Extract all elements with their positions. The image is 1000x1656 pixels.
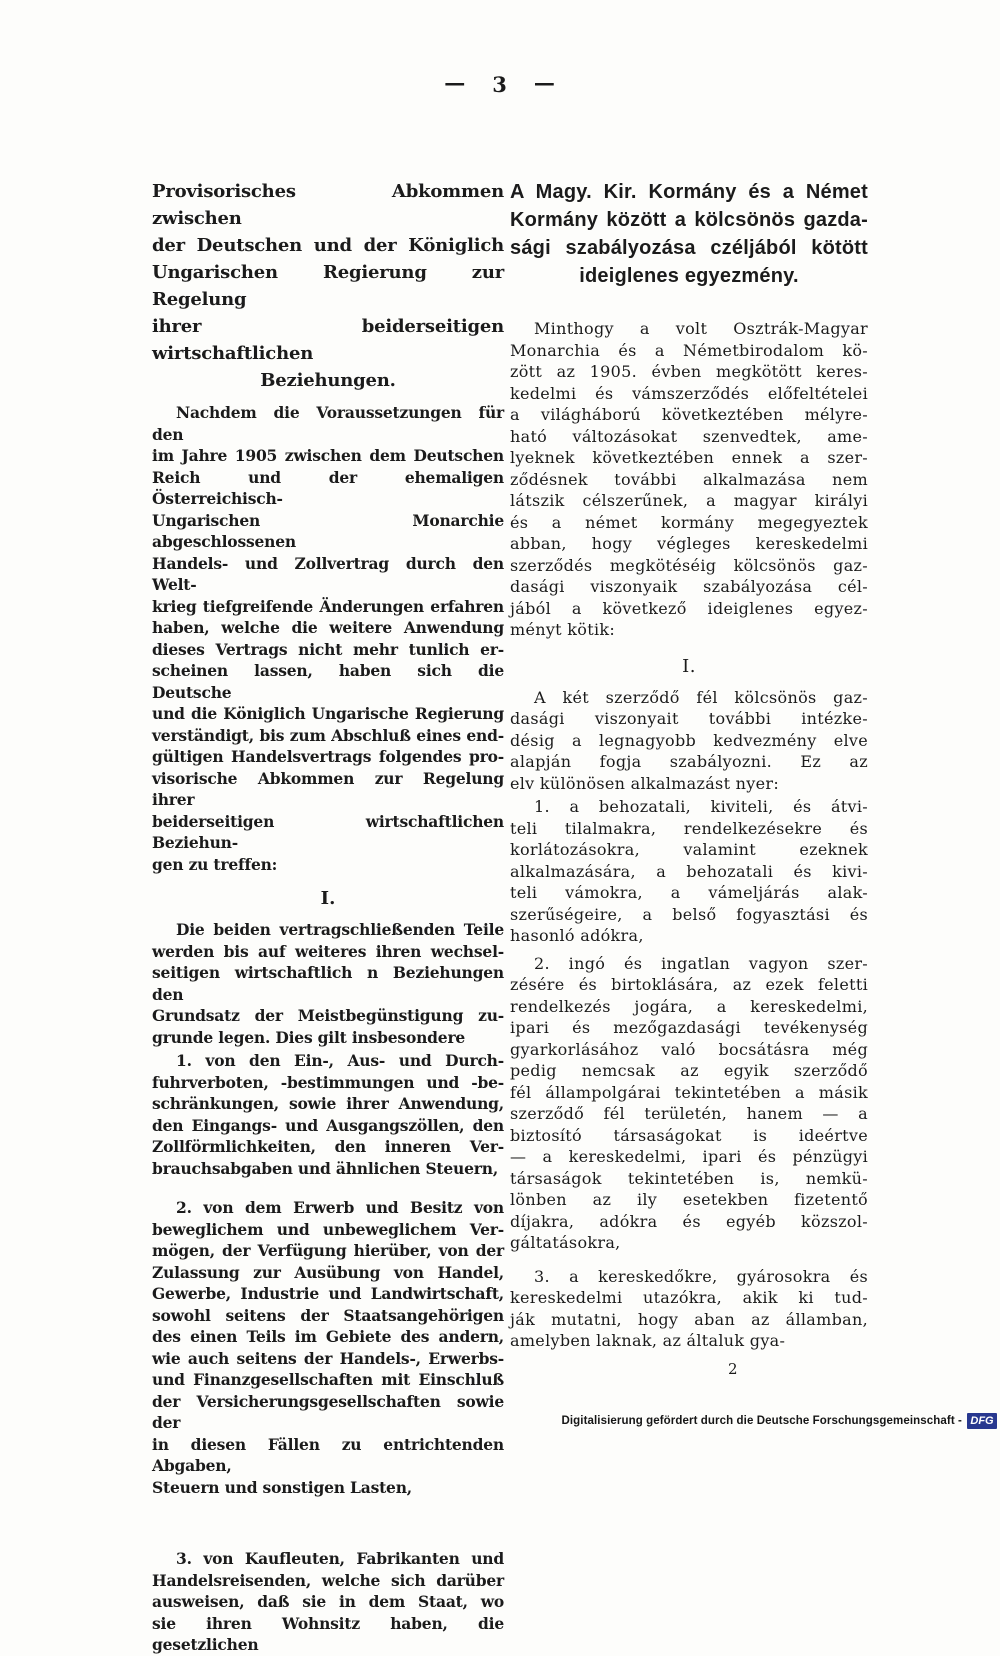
signature-mark: 2 <box>728 1359 738 1378</box>
text-line: Ungarischen Monarchie abgeschlossenen <box>152 510 504 551</box>
hungarian-title <box>510 178 868 290</box>
hungarian-intro-paragraph <box>510 318 868 641</box>
german-intro-paragraph <box>152 402 504 875</box>
text-line: mögen, der Verfügung hierüber, von der <box>152 1241 504 1260</box>
text-line: Beziehungen. <box>260 370 396 391</box>
text-line: sági szabályozása czéljából kötött <box>510 237 868 259</box>
text-line: 1. a behozatali, kiviteli, és átvi- <box>534 797 868 816</box>
german-item-1 <box>152 1050 504 1179</box>
digitization-credit-text: Digitalisierung gefördert durch die Deutsche Forschungsgemeinschaft - <box>561 1415 962 1427</box>
text-line: schränkungen, sowie ihrer Anwendung, <box>152 1094 504 1113</box>
text-line: fél állampolgárai tekintetében a másik <box>510 1082 868 1102</box>
german-item-3 <box>152 1548 504 1656</box>
text-line: désig a legnagyobb kedvezmény elve <box>510 730 868 750</box>
text-line: in diesen Fällen zu entrichtenden Abgaben, <box>152 1434 504 1475</box>
text-line: szerződés megkötéséig kölcsönös gaz- <box>510 555 868 575</box>
text-line: sie ihren Wohnsitz haben, die gesetzlichen <box>152 1613 504 1654</box>
text-line: 2. von dem Erwerb und Besitz von <box>176 1198 504 1217</box>
german-principle-paragraph <box>152 919 504 1048</box>
header-dash-left: — <box>444 70 467 95</box>
text-line: beiderseitigen wirtschaftlichen Beziehun- <box>152 811 504 852</box>
text-line: Zollförmlichkeiten, den inneren Ver- <box>152 1137 504 1156</box>
text-line: a világháború következtében mélyre- <box>510 405 868 424</box>
text-line: zésére és birtoklására, az ezek feletti <box>510 975 868 994</box>
header-dash-right: — <box>533 70 556 95</box>
german-title <box>152 178 504 394</box>
text-line: scheinen lassen, haben sich die Deutsche <box>152 661 504 702</box>
text-line: Monarchia és a Németbirodalom kö- <box>510 340 868 360</box>
text-line: dasági viszonyait további intézke- <box>510 709 868 728</box>
text-line: gáltatásokra, <box>510 1233 621 1252</box>
text-line: Handels- und Zollvertrag durch den Welt- <box>152 553 504 594</box>
text-line: Gewerbe, Industrie und Landwirtschaft, <box>152 1284 504 1303</box>
text-line: kedelmi és vámszerződés előfeltételei <box>510 383 868 403</box>
german-section-I-label: I. <box>320 888 336 909</box>
text-line: Die beiden vertragschließenden Teile <box>176 920 504 939</box>
text-line: der Versicherungsgesellschaften sowie der <box>152 1391 504 1432</box>
text-line: 3. a kereskedőkre, gyárosokra és <box>534 1266 868 1286</box>
hungarian-item-3 <box>510 1266 868 1352</box>
text-line: verständigt, bis zum Abschluß eines end- <box>152 725 504 745</box>
page-header-number <box>0 72 1000 97</box>
text-line: teli tilalmakra, rendelkezésekre és <box>510 818 868 838</box>
text-line: gyarkorlásához való bocsátásra még <box>510 1039 868 1059</box>
text-line: lönben az ily esetekben fizetentő <box>510 1190 868 1209</box>
text-line: biztosító társaságokat is ideértve <box>510 1125 868 1145</box>
text-line: grunde legen. Dies gilt insbesondere <box>152 1027 466 1047</box>
text-line: ződésnek további alkalmazása nem <box>510 469 868 489</box>
text-line: abban, hogy végleges kereskedelmi <box>510 534 868 553</box>
text-line: haben, welche die weitere Anwendung <box>152 618 504 637</box>
text-line: rendelkezés jogára, a kereskedelmi, <box>510 996 868 1016</box>
text-line: sowohl seitens der Staatsangehörigen <box>152 1305 504 1325</box>
text-line: 3. von Kaufleuten, Fabrikanten und <box>176 1549 504 1568</box>
text-line: ausweisen, daß sie in dem Staat, wo <box>152 1592 504 1611</box>
text-line: und Finanzgesellschaften mit Einschluß <box>152 1370 504 1389</box>
text-line: gen zu treffen: <box>152 854 278 874</box>
text-line: A két szerződő fél kölcsönös gaz- <box>534 687 868 707</box>
german-item-2 <box>152 1197 504 1498</box>
text-line: jából a következő ideiglenes egyez- <box>510 598 868 618</box>
text-line: des einen Teils im Gebiete des andern, <box>152 1327 504 1346</box>
text-line: gültigen Handelsvertrags folgendes pro- <box>152 747 504 766</box>
text-line: Handelsreisenden, welche sich darüber <box>152 1570 504 1590</box>
text-line: kereskedelmi utazókra, akik ki tud- <box>510 1288 868 1307</box>
text-line: 2. ingó és ingatlan vagyon szer- <box>534 953 868 973</box>
text-line: visorische Abkommen zur Regelung ihrer <box>152 768 504 809</box>
text-line: Ungarischen Regierung zur Regelung <box>152 262 504 310</box>
text-line: ményt kötik: <box>510 620 616 639</box>
text-line: és a német kormány megegyeztek <box>510 512 868 532</box>
digitization-footer <box>561 1413 997 1429</box>
hungarian-principle-paragraph <box>510 687 868 795</box>
text-line: ipari és mezőgazdasági tevékenység <box>510 1018 868 1037</box>
text-line: látszik célszerűnek, a magyar királyi <box>510 491 868 510</box>
text-line: ják mutatni, hogy aban az államban, <box>510 1309 868 1329</box>
text-line: Provisorisches Abkommen zwischen <box>152 181 504 229</box>
text-line: hasonló adókra, <box>510 926 644 945</box>
text-line: Steuern und sonstigen Lasten, <box>152 1477 412 1497</box>
text-line: Grundsatz der Meistbegünstigung zu- <box>152 1006 504 1025</box>
text-line: szerűségeire, a belső fogyasztási és <box>510 904 868 924</box>
text-line: lyeknek következtében ennek a szer- <box>510 448 868 467</box>
text-line: Nachdem die Voraussetzungen für den <box>152 403 504 444</box>
dfg-logo: DFG <box>967 1413 997 1429</box>
text-line: zött az 1905. évben megkötött keres- <box>510 362 868 381</box>
text-line: ható változásokat szenvedtek, ame- <box>510 426 868 446</box>
text-line: dieses Vertrags nicht mehr tunlich er- <box>152 639 504 659</box>
text-line: Zulassung zur Ausübung von Handel, <box>152 1262 504 1282</box>
text-line: werden bis auf weiteres ihren wechsel- <box>152 941 504 961</box>
hungarian-item-2 <box>510 953 868 1254</box>
page-number: 3 <box>492 72 508 97</box>
text-line: wie auch seitens der Handels-, Erwerbs- <box>152 1348 504 1368</box>
text-line: elv különösen alkalmazást nyer: <box>510 773 780 793</box>
text-line: beweglichem und unbeweglichem Ver- <box>152 1219 504 1239</box>
text-line: ideiglenes egyezmény. <box>579 265 799 287</box>
text-line: krieg tiefgreifende Änderungen erfahren <box>152 596 504 616</box>
text-line: Reich und der ehemaligen Österreichisch- <box>152 467 504 508</box>
text-line: — a kereskedelmi, ipari és pénzügyi <box>510 1147 868 1166</box>
text-line: ihrer beiderseitigen wirtschaftlichen <box>152 316 504 364</box>
text-line: fuhrverboten, -bestimmungen und -be- <box>152 1072 504 1092</box>
text-line: alkalmazására, a behozatali és kivi- <box>510 861 868 881</box>
text-line: teli vámokra, a vámeljárás alak- <box>510 883 868 902</box>
text-line: pedig nemcsak az egyik szerződő <box>510 1061 868 1080</box>
text-line: brauchsabgaben und ähnlichen Steuern, <box>152 1158 499 1178</box>
text-line: szerződő fél területén, hanem — a <box>510 1104 868 1123</box>
text-line: díjakra, adókra és egyéb közszol- <box>510 1211 868 1231</box>
text-line: társaságok tekintetében is, nemkü- <box>510 1168 868 1188</box>
text-line: im Jahre 1905 zwischen dem Deutschen <box>152 446 504 465</box>
text-line: Kormány között a kölcsönös gazda- <box>510 209 868 231</box>
text-line: seitigen wirtschaftlich n Beziehungen den <box>152 963 504 1004</box>
text-line: alapján fogja szabályozni. Ez az <box>510 752 868 771</box>
text-line: den Eingangs- und Ausgangszöllen, den <box>152 1115 504 1135</box>
text-line: dasági viszonyaik szabályozása cél- <box>510 577 868 596</box>
text-line: der Deutschen und der Königlich <box>152 235 504 256</box>
text-line: korlátozásokra, valamint ezeknek <box>510 840 868 859</box>
hungarian-section-I-label: I. <box>682 655 696 677</box>
text-line: amelyben laknak, az általuk gya- <box>510 1331 786 1350</box>
text-line: Minthogy a volt Osztrák-Magyar <box>534 319 868 338</box>
text-line: 1. von den Ein-, Aus- und Durch- <box>176 1051 504 1070</box>
hungarian-item-1 <box>510 796 868 947</box>
text-line: und die Königlich Ungarische Regierung <box>152 704 504 723</box>
text-line: A Magy. Kir. Kormány és a Német <box>510 181 868 203</box>
